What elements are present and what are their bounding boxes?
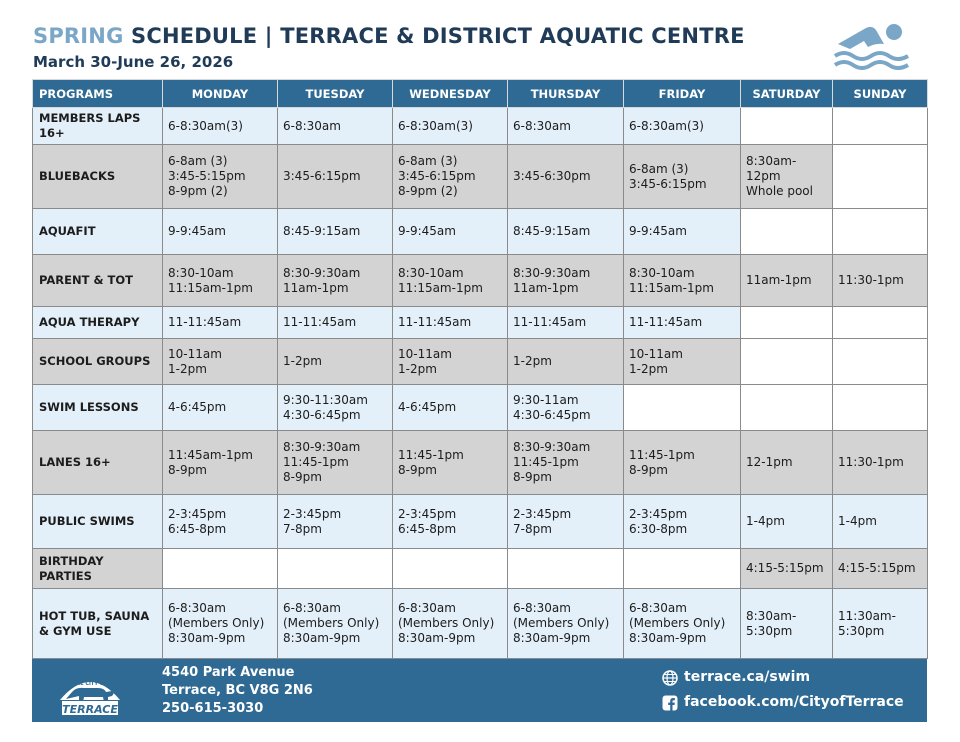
cell-wednesday: 11-11:45am — [393, 307, 508, 339]
col-header-sunday: SUNDAY — [833, 80, 928, 108]
cell-wednesday: 11:45-1pm 8-9pm — [393, 431, 508, 495]
cell-monday: 6-8am (3) 3:45-5:15pm 8-9pm (2) — [163, 145, 278, 209]
website-row[interactable] — [662, 665, 904, 690]
bear-logo-icon — [54, 666, 126, 716]
cell-saturday: 4:15-5:15pm — [741, 549, 833, 589]
page-title — [33, 24, 745, 48]
cell-tuesday: 6-8:30am (Members Only) 8:30am-9pm — [278, 589, 393, 659]
cell-saturday — [741, 339, 833, 385]
cell-tuesday: 3:45-6:15pm — [278, 145, 393, 209]
cell-monday: 11:45am-1pm 8-9pm — [163, 431, 278, 495]
address-block — [162, 664, 313, 718]
cell-sunday — [833, 145, 928, 209]
program-name: BIRTHDAY PARTIES — [33, 549, 163, 589]
cell-tuesday: 8:30-9:30am 11:45-1pm 8-9pm — [278, 431, 393, 495]
table-row — [33, 589, 928, 659]
cell-sunday — [833, 385, 928, 431]
cell-tuesday: 8:30-9:30am 11am-1pm — [278, 255, 393, 307]
facebook-link[interactable]: facebook.com/CityofTerrace — [684, 694, 904, 710]
cell-friday — [624, 549, 741, 589]
col-header-monday: MONDAY — [163, 80, 278, 108]
cell-monday — [163, 549, 278, 589]
cell-saturday: 11am-1pm — [741, 255, 833, 307]
table-row — [33, 495, 928, 549]
cell-wednesday: 8:30-10am 11:15am-1pm — [393, 255, 508, 307]
date-range: March 30-June 26, 2026 — [33, 53, 234, 71]
phone: 250-615-3030 — [162, 701, 264, 716]
cell-friday: 8:30-10am 11:15am-1pm — [624, 255, 741, 307]
cell-sunday: 11:30-1pm — [833, 431, 928, 495]
cell-saturday — [741, 108, 833, 145]
cell-saturday: 8:30am- 5:30pm — [741, 589, 833, 659]
cell-friday: 6-8:30am(3) — [624, 108, 741, 145]
website-link[interactable]: terrace.ca/swim — [684, 669, 811, 685]
cell-thursday: 2-3:45pm 7-8pm — [508, 495, 624, 549]
cell-tuesday: 1-2pm — [278, 339, 393, 385]
cell-friday: 6-8am (3) 3:45-6:15pm — [624, 145, 741, 209]
program-name: AQUAFIT — [33, 209, 163, 255]
cell-thursday: 3:45-6:30pm — [508, 145, 624, 209]
cell-wednesday: 4-6:45pm — [393, 385, 508, 431]
title-season: SPRING — [33, 24, 124, 48]
table-row — [33, 385, 928, 431]
cell-monday: 9-9:45am — [163, 209, 278, 255]
cell-friday — [624, 385, 741, 431]
cell-monday: 10-11am 1-2pm — [163, 339, 278, 385]
cell-thursday: 1-2pm — [508, 339, 624, 385]
cell-thursday: 6-8:30am — [508, 108, 624, 145]
links-block — [662, 665, 904, 715]
cell-thursday: 8:30-9:30am 11am-1pm — [508, 255, 624, 307]
cell-wednesday: 2-3:45pm 6:45-8pm — [393, 495, 508, 549]
cell-sunday — [833, 209, 928, 255]
cell-tuesday: 6-8:30am — [278, 108, 393, 145]
cell-tuesday: 2-3:45pm 7-8pm — [278, 495, 393, 549]
col-header-saturday: SATURDAY — [741, 80, 833, 108]
cell-tuesday — [278, 549, 393, 589]
logo-name: TERRACE — [62, 703, 118, 716]
cell-thursday: 6-8:30am (Members Only) 8:30am-9pm — [508, 589, 624, 659]
program-name: MEMBERS LAPS 16+ — [33, 108, 163, 145]
cell-monday: 8:30-10am 11:15am-1pm — [163, 255, 278, 307]
cell-saturday: 8:30am- 12pm Whole pool — [741, 145, 833, 209]
cell-sunday: 1-4pm — [833, 495, 928, 549]
cell-friday: 11-11:45am — [624, 307, 741, 339]
schedule-table — [32, 79, 928, 659]
table-row — [33, 255, 928, 307]
table-row — [33, 339, 928, 385]
title-rest: SCHEDULE | TERRACE & DISTRICT AQUATIC CENTRE — [131, 24, 745, 48]
cell-thursday: 8:30-9:30am 11:45-1pm 8-9pm — [508, 431, 624, 495]
facebook-row[interactable] — [662, 690, 904, 715]
program-name: PARENT & TOT — [33, 255, 163, 307]
table-row — [33, 307, 928, 339]
cell-wednesday — [393, 549, 508, 589]
col-header-thursday: THURSDAY — [508, 80, 624, 108]
table-row — [33, 549, 928, 589]
cell-sunday: 11:30-1pm — [833, 255, 928, 307]
cell-thursday: 11-11:45am — [508, 307, 624, 339]
cell-sunday: 11:30am- 5:30pm — [833, 589, 928, 659]
program-name: PUBLIC SWIMS — [33, 495, 163, 549]
table-row — [33, 431, 928, 495]
cell-wednesday: 6-8:30am(3) — [393, 108, 508, 145]
cell-sunday — [833, 339, 928, 385]
program-name: BLUEBACKS — [33, 145, 163, 209]
table-row — [33, 108, 928, 145]
cell-saturday: 1-4pm — [741, 495, 833, 549]
col-header-programs: PROGRAMS — [33, 80, 163, 108]
logo-small: THE CITY OF — [72, 681, 108, 687]
cell-saturday — [741, 385, 833, 431]
cell-monday: 6-8:30am (Members Only) 8:30am-9pm — [163, 589, 278, 659]
cell-friday: 11:45-1pm 8-9pm — [624, 431, 741, 495]
program-name: SWIM LESSONS — [33, 385, 163, 431]
cell-friday: 10-11am 1-2pm — [624, 339, 741, 385]
cell-sunday: 4:15-5:15pm — [833, 549, 928, 589]
cell-sunday — [833, 307, 928, 339]
cell-monday: 6-8:30am(3) — [163, 108, 278, 145]
program-name: HOT TUB, SAUNA & GYM USE — [33, 589, 163, 659]
cell-saturday: 12-1pm — [741, 431, 833, 495]
swimmer-icon — [832, 14, 912, 70]
cell-wednesday: 6-8am (3) 3:45-6:15pm 8-9pm (2) — [393, 145, 508, 209]
cell-tuesday: 9:30-11:30am 4:30-6:45pm — [278, 385, 393, 431]
cell-monday: 4-6:45pm — [163, 385, 278, 431]
cell-friday: 6-8:30am (Members Only) 8:30am-9pm — [624, 589, 741, 659]
cell-wednesday: 6-8:30am (Members Only) 8:30am-9pm — [393, 589, 508, 659]
facebook-icon — [662, 695, 678, 711]
cell-friday: 2-3:45pm 6:30-8pm — [624, 495, 741, 549]
cell-tuesday: 8:45-9:15am — [278, 209, 393, 255]
cell-saturday — [741, 307, 833, 339]
program-name: SCHOOL GROUPS — [33, 339, 163, 385]
cell-wednesday: 10-11am 1-2pm — [393, 339, 508, 385]
cell-monday: 2-3:45pm 6:45-8pm — [163, 495, 278, 549]
table-row — [33, 209, 928, 255]
cell-tuesday: 11-11:45am — [278, 307, 393, 339]
cell-friday: 9-9:45am — [624, 209, 741, 255]
col-header-wednesday: WEDNESDAY — [393, 80, 508, 108]
header-row — [33, 80, 928, 108]
cell-saturday — [741, 209, 833, 255]
cell-monday: 11-11:45am — [163, 307, 278, 339]
program-name: LANES 16+ — [33, 431, 163, 495]
col-header-friday: FRIDAY — [624, 80, 741, 108]
program-name: AQUA THERAPY — [33, 307, 163, 339]
address-line2: Terrace, BC V8G 2N6 — [162, 683, 313, 698]
table-row — [33, 145, 928, 209]
globe-icon — [662, 670, 678, 686]
cell-thursday: 8:45-9:15am — [508, 209, 624, 255]
footer — [32, 659, 927, 722]
cell-sunday — [833, 108, 928, 145]
cell-thursday: 9:30-11am 4:30-6:45pm — [508, 385, 624, 431]
cell-wednesday: 9-9:45am — [393, 209, 508, 255]
cell-thursday — [508, 549, 624, 589]
address-line1: 4540 Park Avenue — [162, 665, 295, 680]
col-header-tuesday: TUESDAY — [278, 80, 393, 108]
